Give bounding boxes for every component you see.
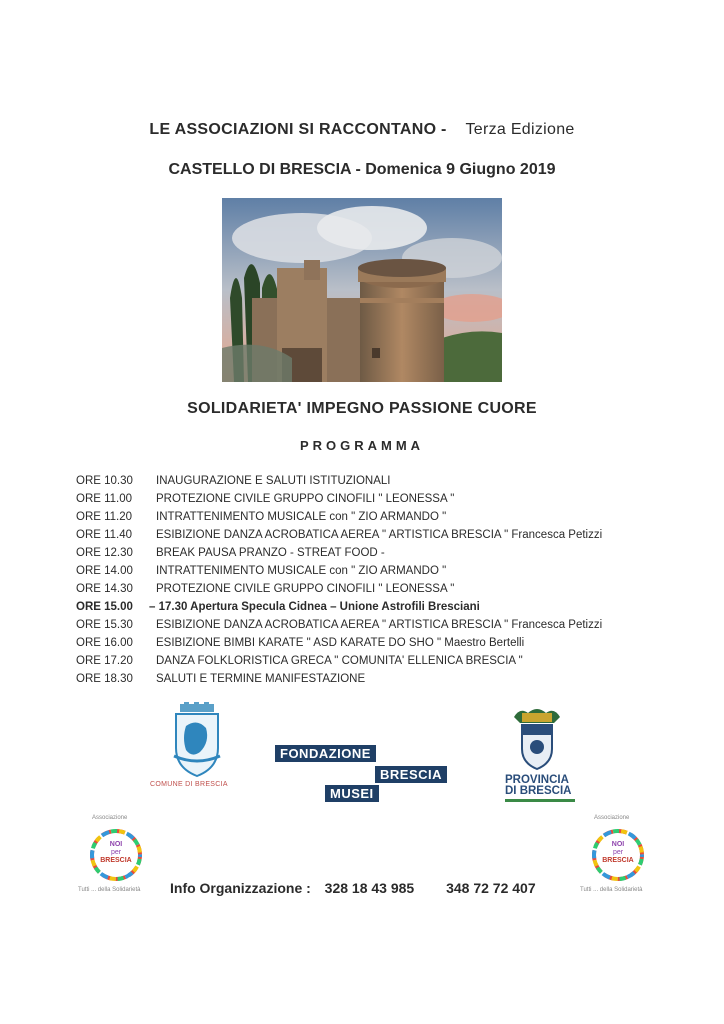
provincia-line2: DI BRESCIA [505,785,572,797]
schedule-text: ESIBIZIONE BIMBI KARATE " ASD KARATE DO SHO " Maestro Bertelli [156,637,525,649]
schedule-text: DANZA FOLKLORISTICA GRECA " COMUNITA' ELLENICA BRESCIA " [156,655,523,667]
info-label: Info Organizzazione : [170,880,311,896]
event-name: LE ASSOCIAZIONI SI RACCONTANO - [149,121,447,138]
info-phone-2: 348 72 72 407 [446,880,536,896]
schedule-row [76,670,602,688]
schedule-list [76,472,602,688]
schedule-time: ORE 14.00 [76,565,133,577]
brescia-word: BRESCIA [602,857,634,864]
schedule-text: INAUGURAZIONE E SALUTI ISTITUZIONALI [156,475,391,487]
schedule-time: ORE 14.30 [76,583,133,595]
schedule-time: ORE 10.30 [76,475,133,487]
schedule-row [76,490,602,508]
schedule-time: ORE 17.20 [76,655,133,667]
noi-word: NOI [611,841,625,848]
comune-caption: COMUNE DI BRESCIA [150,781,228,788]
schedule-time: ORE 15.30 [76,619,133,631]
schedule-time: ORE 15.00 [76,601,133,613]
schedule-text: PROTEZIONE CIVILE GRUPPO CINOFILI " LEONESSA " [156,583,455,595]
provincia-green-bar [505,799,575,802]
event-location-date: CASTELLO DI BRESCIA - Domenica 9 Giugno 2019 [168,161,556,178]
schedule-text: ESIBIZIONE DANZA ACROBATICA AEREA " ARTISTICA BRESCIA " Francesca Petizzi [156,529,603,541]
schedule-row [76,616,602,634]
info-organizzazione [170,880,540,896]
schedule-text: INTRATTENIMENTO MUSICALE con " ZIO ARMANDO " [156,565,447,577]
schedule-row [76,634,602,652]
schedule-time: ORE 11.40 [76,529,133,541]
schedule-row [76,562,602,580]
schedule-text: PROTEZIONE CIVILE GRUPPO CINOFILI " LEONESSA " [156,493,455,505]
schedule-row [76,580,602,598]
noi-top-text: Associazione [594,815,630,821]
schedule-row [76,652,602,670]
provincia-brescia-crest [508,703,566,773]
fondazione-word: FONDAZIONE [275,745,376,762]
info-phone-1: 328 18 43 985 [324,880,415,896]
schedule-row [76,508,602,526]
schedule-time: ORE 18.30 [76,673,133,685]
brescia-word: BRESCIA [100,857,132,864]
musei-word: MUSEI [325,785,379,802]
noi-per-brescia-logo-left [78,815,158,895]
per-word: per [110,849,122,856]
schedule-time: ORE 11.00 [76,493,133,505]
brescia-word: BRESCIA [375,766,447,783]
noi-top-text: Associazione [92,815,128,821]
schedule-time: ORE 11.20 [76,511,133,523]
noi-bottom-text: Tutti ... della Solidarietà [78,887,141,893]
schedule-text: ESIBIZIONE DANZA ACROBATICA AEREA " ARTISTICA BRESCIA " Francesca Petizzi [156,619,603,631]
noi-per-brescia-logo-right [580,815,660,895]
schedule-row-highlight [76,598,602,616]
per-word: per [612,849,624,856]
event-title [0,121,724,139]
provincia-text [505,775,571,797]
schedule-text: SALUTI E TERMINE MANIFESTAZIONE [156,673,366,685]
noi-bottom-text: Tutti ... della Solidarietà [580,887,643,893]
schedule-time: ORE 16.00 [76,637,133,649]
schedule-text: INTRATTENIMENTO MUSICALE con " ZIO ARMANDO " [156,511,447,523]
schedule-text: – 17.30 Apertura Specula Cidnea – Unione Astrofili Bresciani [149,601,480,613]
schedule-text: BREAK PAUSA PRANZO - STREAT FOOD - [156,547,385,559]
event-edition: Terza Edizione [465,121,575,138]
schedule-row [76,472,602,490]
schedule-row [76,526,602,544]
motto: SOLIDARIETA' IMPEGNO PASSIONE CUORE [187,400,537,417]
castle-photo [222,198,502,382]
schedule-time: ORE 12.30 [76,547,133,559]
provincia-line1: PROVINCIA [505,774,569,786]
noi-word: NOI [109,841,123,848]
programma-heading: PROGRAMMA [299,438,425,453]
schedule-row [76,544,602,562]
